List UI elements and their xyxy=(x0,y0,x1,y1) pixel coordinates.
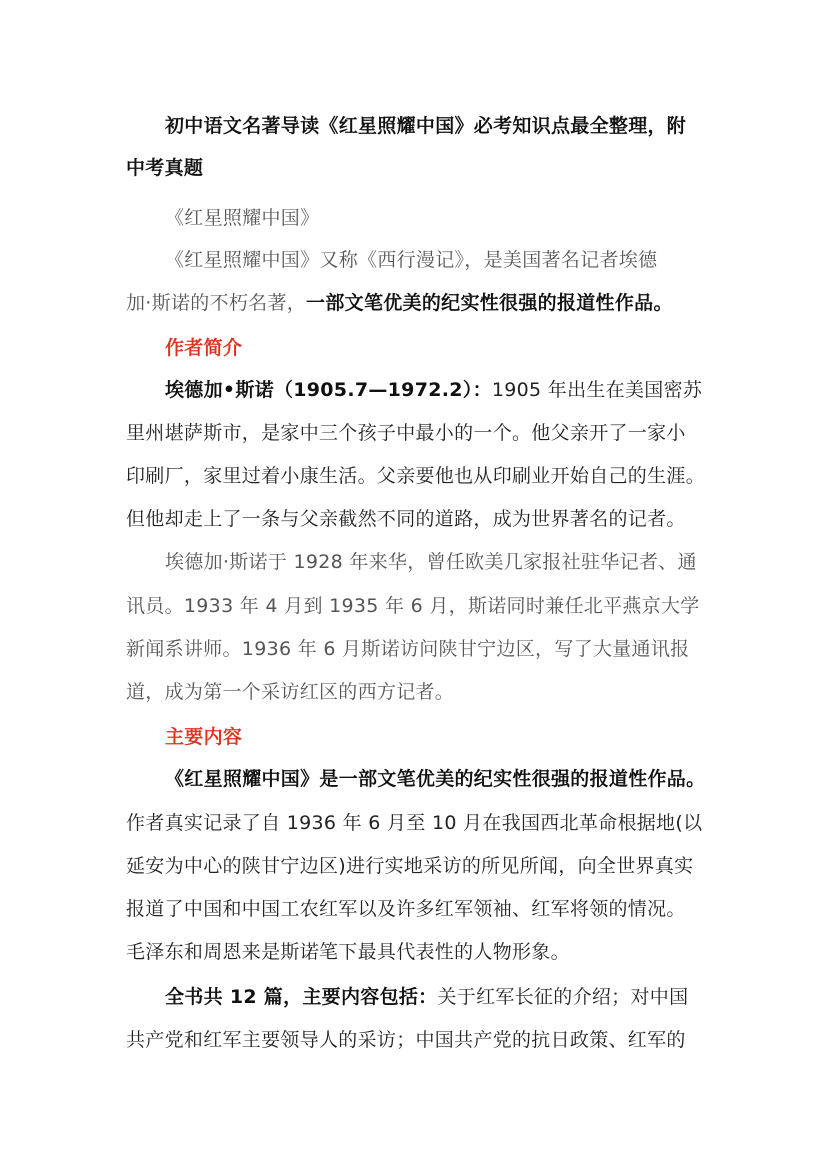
intro-line-1: 《红星照耀中国》又称《西行漫记》，是美国著名记者埃德 xyxy=(165,249,658,271)
author-p1-line-3: 印刷厂，家里过着小康生活。父亲要他也从印刷业开始自己的生涯。 xyxy=(126,465,706,487)
author-p1-line-2: 里州堪萨斯市，是家中三个孩子中最小的一个。他父亲开了一家小 xyxy=(126,422,686,444)
section-heading-author: 作者简介 xyxy=(165,337,243,359)
section-heading-content: 主要内容 xyxy=(165,726,243,748)
content-p2-line-1-rest: 关于红军长征的介绍；对中国 xyxy=(437,986,689,1008)
intro-line-2 xyxy=(126,289,673,317)
author-p2-line-4: 道，成为第一个采访红区的西方记者。 xyxy=(126,681,455,703)
book-title: 《红星照耀中国》 xyxy=(165,207,320,229)
intro-line-2-text: 加·斯诺的不朽名著， xyxy=(126,292,307,314)
content-p2-line-1 xyxy=(165,983,688,1011)
author-p2-line-2: 讯员。1933 年 4 月到 1935 年 6 月，斯诺同时兼任北平燕京大学 xyxy=(126,595,700,617)
content-p1-line-5: 毛泽东和周恩来是斯诺笔下最具代表性的人物形象。 xyxy=(126,941,570,963)
content-p2-lead: 全书共 12 篇，主要内容包括： xyxy=(165,986,438,1008)
author-p1-line-1 xyxy=(165,376,702,404)
author-p1-line-1-rest: 1905 年出生在美国密苏 xyxy=(491,379,703,401)
content-p1-line-2: 作者真实记录了自 1936 年 6 月至 10 月在我国西北革命根据地(以 xyxy=(126,812,703,834)
author-name-dates: 埃德加•斯诺（1905.7—1972.2）： xyxy=(165,379,492,401)
content-p1-line-3: 延安为中心的陕甘宁边区)进行实地采访的所见所闻，向全世界真实 xyxy=(126,855,694,877)
article-title-line-2: 中考真题 xyxy=(126,157,204,179)
content-p1-line-1: 《红星照耀中国》是一部文笔优美的纪实性很强的报道性作品。 xyxy=(165,768,706,790)
intro-highlight: 一部文笔优美的纪实性很强的报道性作品。 xyxy=(306,292,673,314)
author-p2-line-1: 埃德加·斯诺于 1928 年来华，曾任欧美几家报社驻华记者、通 xyxy=(165,551,697,573)
article-title-line-1: 初中语文名著导读《红星照耀中国》必考知识点最全整理，附 xyxy=(165,115,687,137)
author-p2-line-3: 新闻系讲师。1936 年 6 月斯诺访问陕甘宁边区，写了大量通讯报 xyxy=(126,638,690,660)
content-p2-line-2: 共产党和红军主要领导人的采访；中国共产党的抗日政策、红军的 xyxy=(126,1029,686,1051)
author-p1-line-4: 但他却走上了一条与父亲截然不同的道路，成为世界著名的记者。 xyxy=(126,508,686,530)
content-p1-line-4: 报道了中国和中国工农红军以及许多红军领袖、红军将领的情况。 xyxy=(126,898,686,920)
